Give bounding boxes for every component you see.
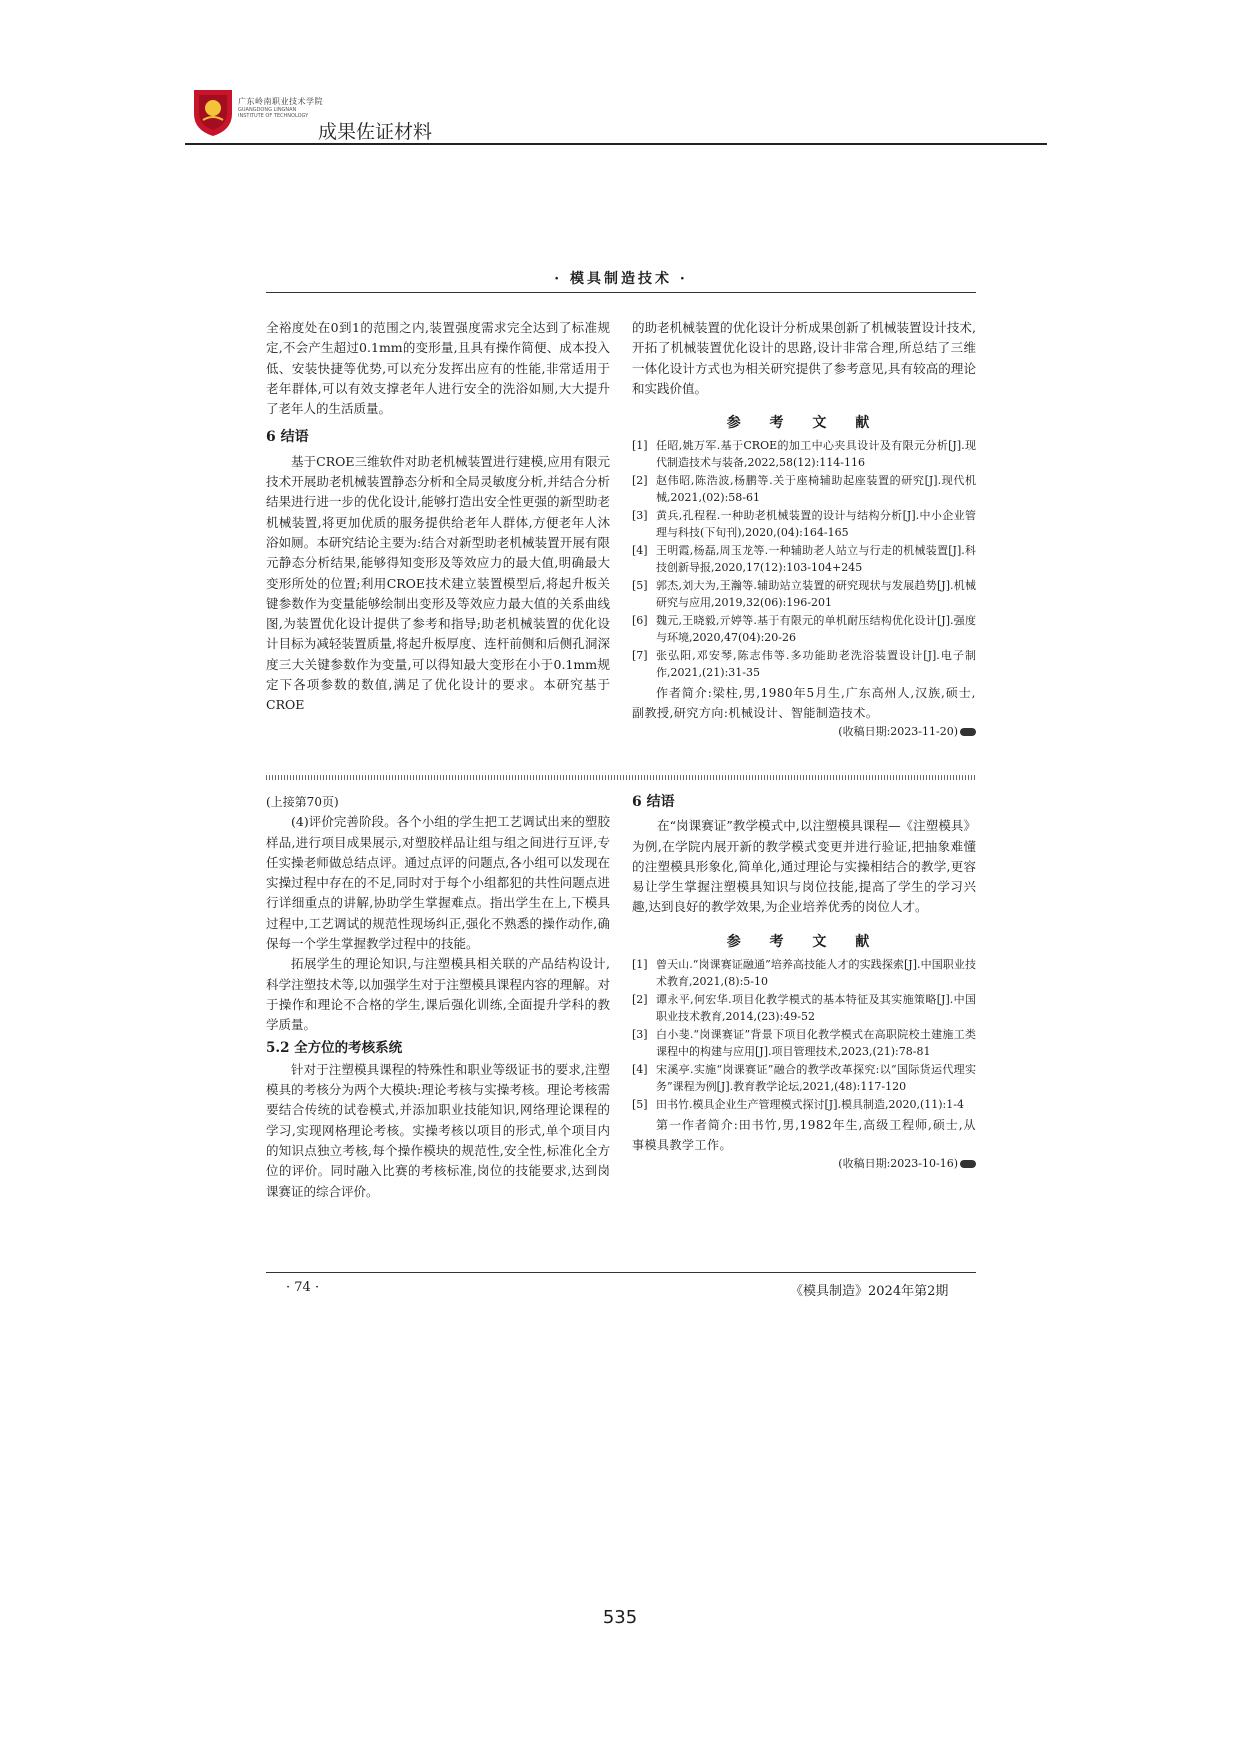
reference-item: [2] 谭永平,何宏华.项目化教学模式的基本特征及其实施策略[J].中国职业技术教育,2014,(23):49-52	[632, 993, 976, 1024]
article1-references-title: 参 考 文 献	[726, 415, 882, 432]
article2-paragraph-3: 针对于注塑模具课程的特殊性和职业等级证书的要求,注塑模具的考核分为两个大模块:理论考核与实操考核。理论考核需要结合传统的试卷模式,并添加职业技能知识,网络理论课程的学习,实现网格理论考核。实操考核以项目的形式,单个项目内的知识点独立考核,每个操作模块的规范性,安全性,标准化全方位的评价。同时融入比赛的考核标准,岗位的技能要求,达到岗课赛证的综合评价。	[266, 1061, 610, 1199]
journal-page-number: · 74 ·	[286, 1280, 320, 1295]
article1-section-title: 6 结语	[266, 429, 309, 446]
article1-conclusion: 基于CROE三维软件对助老机械装置进行建模,应用有限元技术开展助老机械装置静态分析和全局灵敏度分析,并结合分析结果进行进一步的优化设计,能够打造出安全性更强的新型助老机械装置,将更加优质的服务提供给老年人群体,方便老年人沐浴如厕。本研究结论主要为:结合对新型助老机械装置开展有限元静态分析结果,能够得知变形及等效应力的最大值,明确最大变形所处的位置;利用CROE技术建立装置模型后,将起升板关键参数作为变量能够绘制出变形及等效应力最大值的关系曲线图,为装置优化设计提供了参考和指导;助老机械装置的优化设计目标为减轻装置质量,将起升板厚度、连杆前侧和后侧孔洞深度三大关键参数作为变量,可以得知最大变形在小于0.1mm规定下各项参数的数值,满足了优化设计的要求。本研究基于CROE	[266, 453, 610, 713]
article2-column-right	[632, 792, 976, 1173]
reference-item: [7] 张弘阳,邓安琴,陈志伟等.多功能助老洗浴装置设计[J].电子制作,2021,(21):31-35	[632, 649, 976, 680]
school-name-en-1: GUANGDONG LINGNAN	[238, 107, 297, 113]
article2-author-bio: 第一作者简介:田书竹,男,1982年生,高级工程师,硕士,从事模具教学工作。	[632, 1118, 976, 1153]
top-rule	[266, 292, 976, 293]
shield-icon	[190, 86, 236, 138]
banner-title: 成果佐证材料	[318, 121, 433, 143]
article2-received-date: (收稿日期:2023-10-16)	[632, 1155, 976, 1173]
article2-section-title: 6 结语	[632, 794, 675, 810]
article2-conclusion: 在“岗课赛证”教学模式中,以注塑模具课程—《注塑模具》为例,在学院内展开新的教学模式变更并进行验证,把抽象难懂的注塑模具形象化,简单化,通过理论与实操相结合的教学,更容易让学生掌握注塑模具知识与岗位技能,提高了学生的学习兴趣,达到良好的教学效果,为企业培养优秀的岗位人才。	[632, 818, 976, 915]
sheet-number: 535	[602, 1607, 638, 1628]
article1-continuation: 的助老机械装置的优化设计分析成果创新了机械装置设计技术,开拓了机械装置优化设计的思路,设计非常合理,所总结了三维一体化设计方式也为相关研究提供了参考意见,具有较高的理论和实践价值。	[632, 320, 976, 396]
continued-note: (上接第70页)	[266, 795, 339, 809]
reference-item: [4] 宋溪亭.实施“岗课赛证”融合的教学改革探究:以“国际货运代理实务”课程为例[J].教育教学论坛,2021,(48):117-120	[632, 1063, 976, 1094]
school-name-cn: 广东岭南职业技术学院	[238, 97, 323, 106]
reference-item: [6] 魏元,王晓毅,亓婷等.基于有限元的单机耐压结构优化设计[J].强度与环境,2020,47(04):20-26	[632, 614, 976, 645]
article1-received-date: (收稿日期:2023-11-20)	[632, 723, 976, 741]
article2-paragraph-1: (4)评价完善阶段。各个小组的学生把工艺调试出来的塑胶样品,进行项目成果展示,对塑胶样品让组与组之间进行互评,专任实操老师做总结点评。通过点评的问题点,各小组可以发现在实操过程中存在的不足,同时对于每个小组都犯的共性问题点进行详细重点的讲解,协助学生掌握难点。指出学生在上,下模具过程中,工艺调试的规范性现场纠正,强化不熟悉的操作动作,确保每一个学生掌握教学过程中的技能。	[266, 814, 610, 952]
reference-item: [4] 王明霞,杨磊,周玉龙等.一种辅助老人站立与行走的机械装置[J].科技创新导报,2020,17(12):103-104+245	[632, 544, 976, 575]
end-mark-icon	[960, 728, 976, 736]
bottom-rule	[266, 1272, 976, 1273]
article2-references-title: 参 考 文 献	[726, 933, 882, 950]
journal-section-heading: · 模具制造技术 ·	[554, 271, 688, 287]
school-logo	[190, 86, 236, 138]
reference-item: [3] 黄兵,孔程程.一种助老机械装置的设计与结构分析[J].中小企业管理与科技(下旬刊),2020,(04):164-165	[632, 509, 976, 540]
article-separator	[266, 775, 976, 780]
school-name-en-2: INSTITUTE OF TECHNOLOGY	[238, 113, 309, 119]
article2-paragraph-2: 拓展学生的理论知识,与注塑模具相关联的产品结构设计,科学注塑技术等,以加强学生对于注塑模具课程内容的理解。对于操作和理论不合格的学生,课后强化训练,全面提升学科的教学质量。	[266, 956, 610, 1033]
header-divider	[185, 143, 1047, 145]
journal-issue: 《模具制造》2024年第2期	[790, 1284, 949, 1299]
reference-item: [2] 赵伟昭,陈浩波,杨鹏等.关于座椅辅助起座装置的研究[J].现代机械,2021,(02):58-61	[632, 474, 976, 505]
reference-item: [3] 白小斐.“岗课赛证”背景下项目化教学模式在高职院校土建施工类课程中的构建与应用[J].项目管理技术,2023,(21):78-81	[632, 1028, 976, 1059]
reference-item: [5] 郭杰,刘大为,王瀚等.辅助站立装置的研究现状与发展趋势[J].机械研究与应用,2019,32(06):196-201	[632, 579, 976, 610]
school-name	[238, 96, 323, 119]
article1-intro: 全裕度处在0到1的范围之内,装置强度需求完全达到了标准规定,不会产生超过0.1mm的变形量,且具有操作简便、成本投入低、安装快捷等优势,可以充分发挥出应有的性能,非常适用于老年群体,可以有效支撑老年人进行安全的洗浴如厕,大大提升了老年人的生活质量。	[266, 320, 610, 417]
article1-references	[632, 437, 976, 681]
end-mark-icon	[960, 1160, 976, 1168]
article1-column-right	[632, 318, 976, 741]
article1-column-left	[266, 318, 610, 716]
reference-item: [1] 任昭,姚万军.基于CROE的加工中心夹具设计及有限元分析[J].现代制造技术与装备,2022,58(12):114-116	[632, 439, 976, 470]
reference-item: [5] 田书竹.模具企业生产管理模式探讨[J].模具制造,2020,(11):1-4	[632, 1098, 964, 1112]
article2-subsection-title: 5.2 全方位的考核系统	[266, 1039, 403, 1056]
reference-item: [1] 曾天山.“岗课赛证融通”培养高技能人才的实践探索[J].中国职业技术教育,2021,(8):5-10	[632, 958, 976, 989]
article1-author-bio: 作者简介:梁柱,男,1980年5月生,广东高州人,汉族,硕士,副教授,研究方向:机械设计、智能制造技术。	[632, 686, 976, 721]
article2-column-left	[266, 792, 610, 1202]
article2-references	[632, 956, 976, 1113]
